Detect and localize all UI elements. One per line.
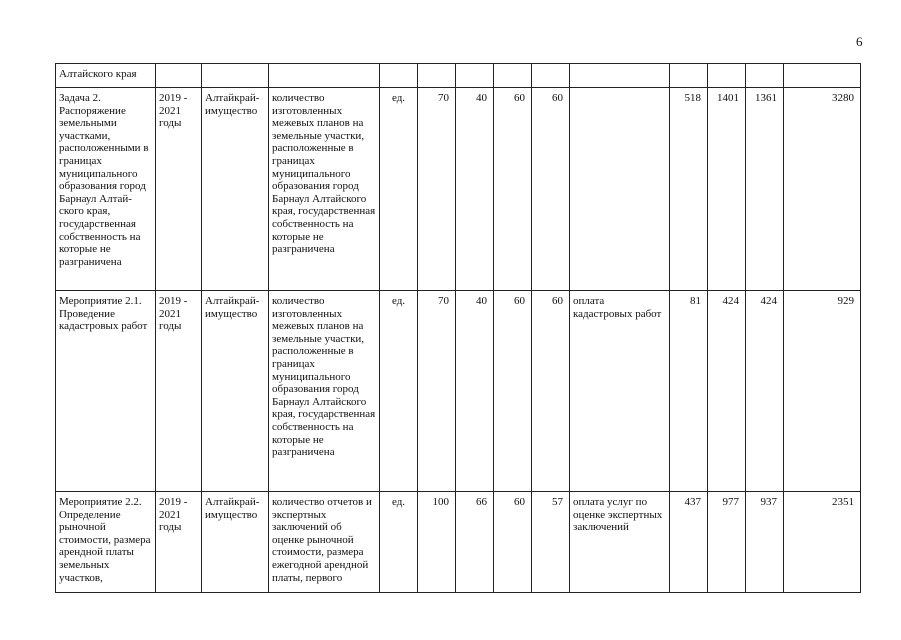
cell-executor: Алтайкрай-имущество bbox=[202, 291, 269, 492]
cell-value-2: 40 bbox=[456, 291, 494, 492]
cell-indicator: количество отчетов и экспертных заключений об оценке рыночной стоимости, размера ежегодной арендной платы, первого bbox=[269, 492, 380, 593]
cell-value-4: 60 bbox=[532, 291, 570, 492]
cell-empty bbox=[380, 64, 418, 88]
cell-value-1: 70 bbox=[418, 291, 456, 492]
cell-unit: ед. bbox=[380, 88, 418, 291]
cell-finance-2: 977 bbox=[708, 492, 746, 593]
cell-value-3: 60 bbox=[494, 291, 532, 492]
cell-indicator: количество изготовленных межевых планов на земельные участки, расположенные в границах муниципального образования город Барнаул Алтайского края, государственная собственность на которые не разграничена bbox=[269, 291, 380, 492]
cell-period: 2019 - 2021 годы bbox=[156, 88, 202, 291]
cell-value-1: 100 bbox=[418, 492, 456, 593]
cell-finance-3: 424 bbox=[746, 291, 784, 492]
cell-empty bbox=[532, 64, 570, 88]
cell-empty bbox=[708, 64, 746, 88]
cell-expense bbox=[570, 88, 670, 291]
cell-expense: оплата услуг по оценке экспертных заключений bbox=[570, 492, 670, 593]
cell-name: Алтайского края bbox=[56, 64, 156, 88]
cell-empty bbox=[746, 64, 784, 88]
cell-finance-1: 437 bbox=[670, 492, 708, 593]
cell-unit: ед. bbox=[380, 492, 418, 593]
cell-value-3: 60 bbox=[494, 492, 532, 593]
cell-empty bbox=[456, 64, 494, 88]
table-row bbox=[56, 291, 861, 492]
cell-finance-2: 424 bbox=[708, 291, 746, 492]
cell-finance-3: 1361 bbox=[746, 88, 784, 291]
cell-empty bbox=[202, 64, 269, 88]
page-number: 6 bbox=[856, 34, 863, 49]
cell-indicator: количество изготовленных межевых планов на земельные участки, расположенные в границах муниципального образования город Барнаул Алтайского края, государственная собственность на которые не разграничена bbox=[269, 88, 380, 291]
cell-total: 2351 bbox=[784, 492, 861, 593]
cell-finance-1: 518 bbox=[670, 88, 708, 291]
cell-empty bbox=[670, 64, 708, 88]
cell-total: 3280 bbox=[784, 88, 861, 291]
cell-value-4: 60 bbox=[532, 88, 570, 291]
cell-value-2: 66 bbox=[456, 492, 494, 593]
cell-empty bbox=[269, 64, 380, 88]
cell-empty bbox=[156, 64, 202, 88]
table-row-header bbox=[56, 64, 861, 88]
cell-period: 2019 - 2021 годы bbox=[156, 291, 202, 492]
cell-name: Мероприятие 2.1. Проведение кадастровых работ bbox=[56, 291, 156, 492]
table-row bbox=[56, 492, 861, 593]
cell-name: Мероприятие 2.2. Определение рыночной стоимости, размера арендной платы земельных участков, bbox=[56, 492, 156, 593]
cell-value-4: 57 bbox=[532, 492, 570, 593]
cell-empty bbox=[418, 64, 456, 88]
cell-executor: Алтайкрай-имущество bbox=[202, 88, 269, 291]
cell-finance-2: 1401 bbox=[708, 88, 746, 291]
cell-name: Задача 2. Распоряжение земельными участками, расположенными в границах муниципального образования город Барнаул Алтай-ского края, государственная собственность на которые не разграничена bbox=[56, 88, 156, 291]
cell-finance-3: 937 bbox=[746, 492, 784, 593]
cell-value-1: 70 bbox=[418, 88, 456, 291]
cell-expense: оплата кадастровых работ bbox=[570, 291, 670, 492]
cell-period: 2019 - 2021 годы bbox=[156, 492, 202, 593]
cell-empty bbox=[570, 64, 670, 88]
cell-executor: Алтайкрай-имущество bbox=[202, 492, 269, 593]
cell-total: 929 bbox=[784, 291, 861, 492]
cell-value-3: 60 bbox=[494, 88, 532, 291]
program-table bbox=[55, 63, 861, 593]
cell-value-2: 40 bbox=[456, 88, 494, 291]
cell-empty bbox=[784, 64, 861, 88]
cell-empty bbox=[494, 64, 532, 88]
table-row bbox=[56, 88, 861, 291]
cell-finance-1: 81 bbox=[670, 291, 708, 492]
cell-unit: ед. bbox=[380, 291, 418, 492]
